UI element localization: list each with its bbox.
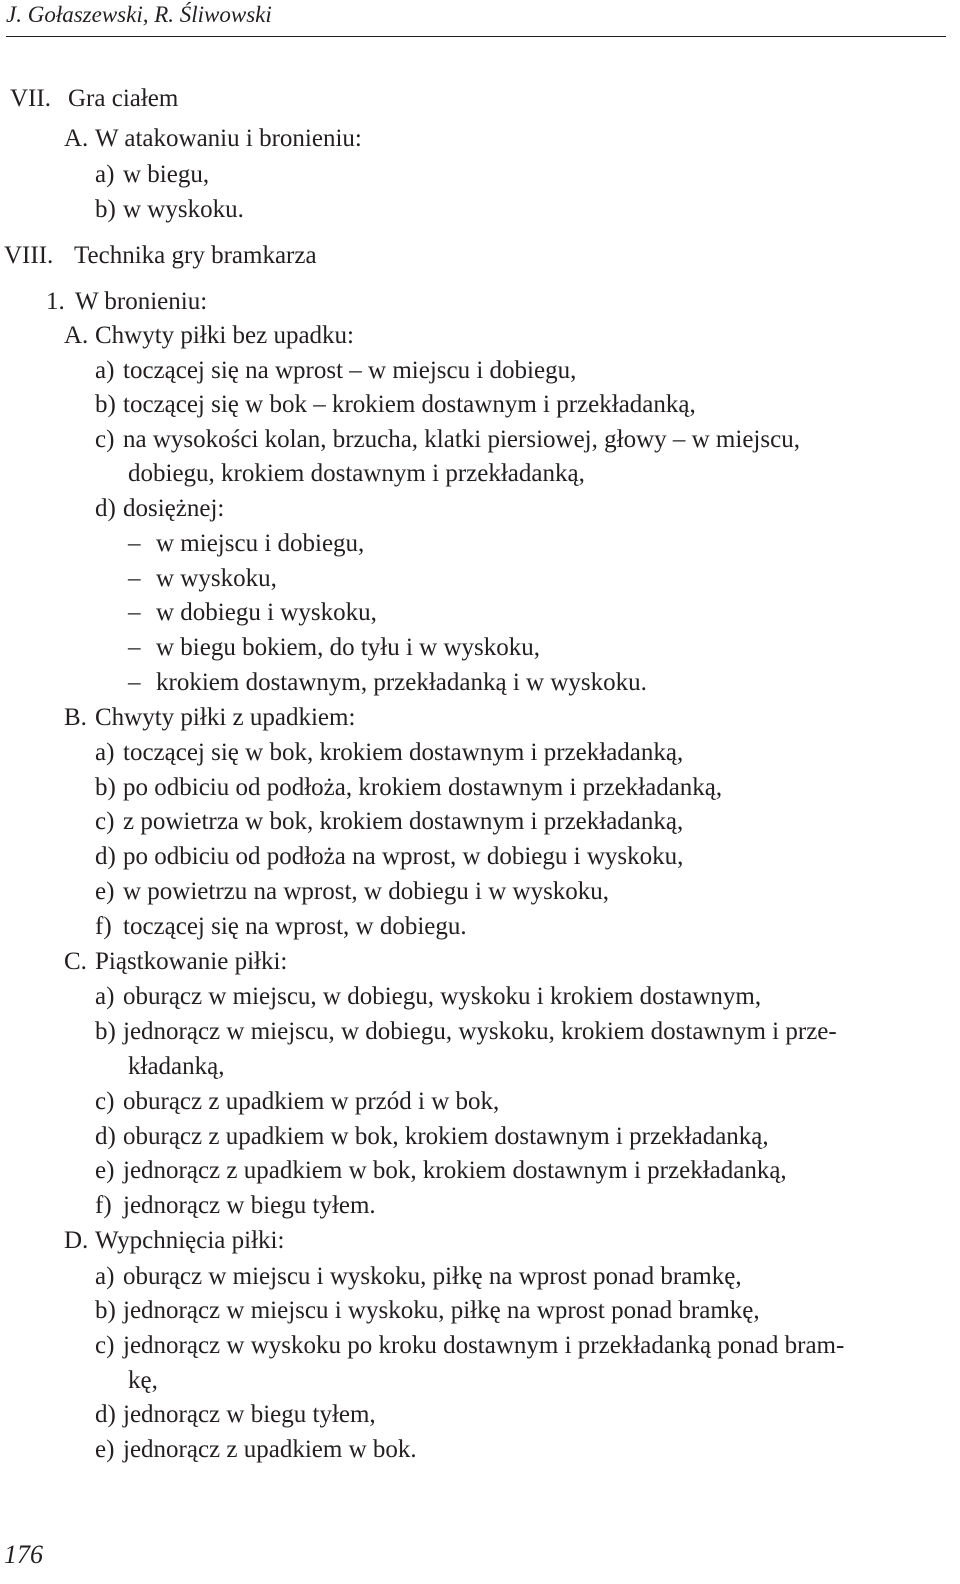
item-label: c): [95, 1332, 115, 1359]
item-text: Wypchnięcia piłki:: [95, 1227, 285, 1254]
item-label: a): [95, 739, 115, 766]
item-text: po odbiciu od podłoża, krokiem dostawnym i przekładanką,: [123, 774, 723, 801]
outline-item-c-e: [95, 1156, 787, 1186]
item-text: oburącz z upadkiem w przód i w bok,: [123, 1088, 500, 1115]
dash-item: [128, 598, 377, 628]
item-label: f): [95, 1192, 112, 1219]
dash-item: [128, 633, 540, 663]
outline-item-a-c: [95, 425, 800, 455]
item-text: jednorącz w miejscu, w dobiegu, wyskoku, krokiem dostawnym i prze-: [123, 1018, 837, 1045]
item-label: d): [95, 1123, 116, 1150]
item-text: toczącej się na wprost, w dobiegu.: [123, 913, 467, 940]
item-text: jednorącz z upadkiem w bok.: [123, 1436, 417, 1463]
outline-item-c: [64, 947, 287, 977]
item-label: d): [95, 843, 116, 870]
outline-item-a: [64, 321, 354, 351]
item-text: jednorącz w biegu tyłem,: [123, 1401, 376, 1428]
outline-item-b-d: [95, 842, 683, 872]
outline-item-d-e: [95, 1435, 417, 1465]
outline-item-c-b-continuation: [128, 1052, 224, 1082]
item-label: a): [95, 161, 115, 188]
item-label: VII.: [10, 85, 51, 112]
outline-item-viii: [4, 241, 317, 271]
item-text: w dobiegu i wyskoku,: [156, 599, 377, 626]
item-text: toczącej się na wprost – w miejscu i dobiegu,: [123, 357, 577, 384]
item-text: oburącz w miejscu i wyskoku, piłkę na wprost ponad bramkę,: [123, 1263, 742, 1290]
outline-item-a-c-continuation: [128, 459, 585, 489]
item-label: a): [95, 357, 115, 384]
outline-item-b-b: [95, 773, 722, 803]
item-label: c): [95, 1088, 115, 1115]
page-number: 176: [4, 1540, 43, 1569]
item-label: C.: [64, 948, 87, 975]
item-text: kę,: [128, 1367, 158, 1394]
item-text: w powietrzu na wprost, w dobiegu i w wyskoku,: [123, 878, 610, 905]
dash-mark: –: [128, 599, 141, 626]
item-text: Technika gry bramkarza: [74, 242, 317, 269]
outline-item-d-c: [95, 1331, 844, 1361]
item-text: jednorącz w wyskoku po kroku dostawnym i przekładanką ponad bram-: [123, 1332, 845, 1359]
outline-item-vii-a-b: [95, 195, 244, 225]
item-label: e): [95, 878, 115, 905]
item-text: w wyskoku,: [156, 565, 277, 592]
outline-item-c-d: [95, 1122, 769, 1152]
item-label: b): [95, 391, 116, 418]
item-text: na wysokości kolan, brzucha, klatki piersiowej, głowy – w miejscu,: [123, 426, 800, 453]
dash-mark: –: [128, 669, 141, 696]
outline-item-a-d: [95, 494, 224, 524]
item-text: Gra ciałem: [68, 85, 179, 112]
item-text: w biegu,: [123, 161, 210, 188]
item-text: w wyskoku.: [123, 196, 244, 223]
item-label: d): [95, 1401, 116, 1428]
item-text: oburącz z upadkiem w bok, krokiem dostawnym i przekładanką,: [123, 1123, 769, 1150]
item-label: b): [95, 774, 116, 801]
item-label: e): [95, 1436, 115, 1463]
item-label: a): [95, 983, 115, 1010]
outline-item-c-f: [95, 1191, 376, 1221]
item-label: B.: [64, 704, 87, 731]
dash-item: [128, 564, 277, 594]
outline-item-d-c-continuation: [128, 1366, 158, 1396]
item-text: jednorącz w miejscu i wyskoku, piłkę na wprost ponad bramkę,: [123, 1297, 760, 1324]
outline-item-c-a: [95, 982, 761, 1012]
item-text: jednorącz z upadkiem w bok, krokiem dostawnym i przekładanką,: [123, 1157, 787, 1184]
item-label: d): [95, 495, 116, 522]
item-label: c): [95, 808, 115, 835]
item-label: VIII.: [4, 242, 54, 269]
item-text: po odbiciu od podłoża na wprost, w dobiegu i wyskoku,: [123, 843, 684, 870]
item-label: b): [95, 1018, 116, 1045]
item-text: Chwyty piłki z upadkiem:: [95, 704, 356, 731]
running-header: [6, 0, 946, 37]
dash-item: [128, 668, 647, 698]
item-text: Piąstkowanie piłki:: [95, 948, 288, 975]
outline-item-d-a: [95, 1262, 742, 1292]
outline-item-d: [64, 1226, 284, 1256]
item-label: a): [95, 1263, 115, 1290]
item-text: Chwyty piłki bez upadku:: [95, 322, 354, 349]
outline-item-vii: [10, 84, 178, 114]
outline-item-b: [64, 703, 355, 733]
dash-mark: –: [128, 530, 141, 557]
item-text: W atakowaniu i bronieniu:: [95, 125, 362, 152]
running-head-authors: J. Gołaszewski, R. Śliwowski: [6, 2, 272, 27]
item-label: A.: [64, 125, 89, 152]
outline-item-c-c: [95, 1087, 499, 1117]
outline-item-b-a: [95, 738, 683, 768]
item-label: b): [95, 1297, 116, 1324]
item-label: 1.: [46, 288, 65, 315]
item-text: W bronieniu:: [75, 288, 208, 315]
outline-item-vii-a: [64, 124, 362, 154]
outline-item-a-a: [95, 356, 576, 386]
item-label: b): [95, 196, 116, 223]
outline-item-b-c: [95, 807, 683, 837]
outline-item-b-e: [95, 877, 609, 907]
dash-mark: –: [128, 565, 141, 592]
item-text: toczącej się w bok, krokiem dostawnym i przekładanką,: [123, 739, 684, 766]
outline-item-d-d: [95, 1400, 376, 1430]
item-label: A.: [64, 322, 89, 349]
item-text: krokiem dostawnym, przekładanką i w wyskoku.: [156, 669, 647, 696]
item-label: D.: [64, 1227, 89, 1254]
outline-item-b-f: [95, 912, 467, 942]
item-text: jednorącz w biegu tyłem.: [123, 1192, 376, 1219]
outline-item-a-b: [95, 390, 696, 420]
dash-item: [128, 529, 364, 559]
item-label: c): [95, 426, 115, 453]
dash-mark: –: [128, 634, 141, 661]
outline-item-vii-a-a: [95, 160, 209, 190]
item-text: w biegu bokiem, do tyłu i w wyskoku,: [156, 634, 541, 661]
item-text: oburącz w miejscu, w dobiegu, wyskoku i krokiem dostawnym,: [123, 983, 762, 1010]
item-text: z powietrza w bok, krokiem dostawnym i przekładanką,: [123, 808, 684, 835]
item-text: dosiężnej:: [123, 495, 225, 522]
item-text: dobiegu, krokiem dostawnym i przekładanką,: [128, 460, 585, 487]
outline-item-c-b: [95, 1017, 837, 1047]
outline-item-viii-1: [46, 287, 207, 317]
item-label: f): [95, 913, 112, 940]
item-text: kładanką,: [128, 1053, 225, 1080]
outline-item-d-b: [95, 1296, 760, 1326]
item-text: toczącej się w bok – krokiem dostawnym i przekładanką,: [123, 391, 696, 418]
item-label: e): [95, 1157, 115, 1184]
item-text: w miejscu i dobiegu,: [156, 530, 365, 557]
